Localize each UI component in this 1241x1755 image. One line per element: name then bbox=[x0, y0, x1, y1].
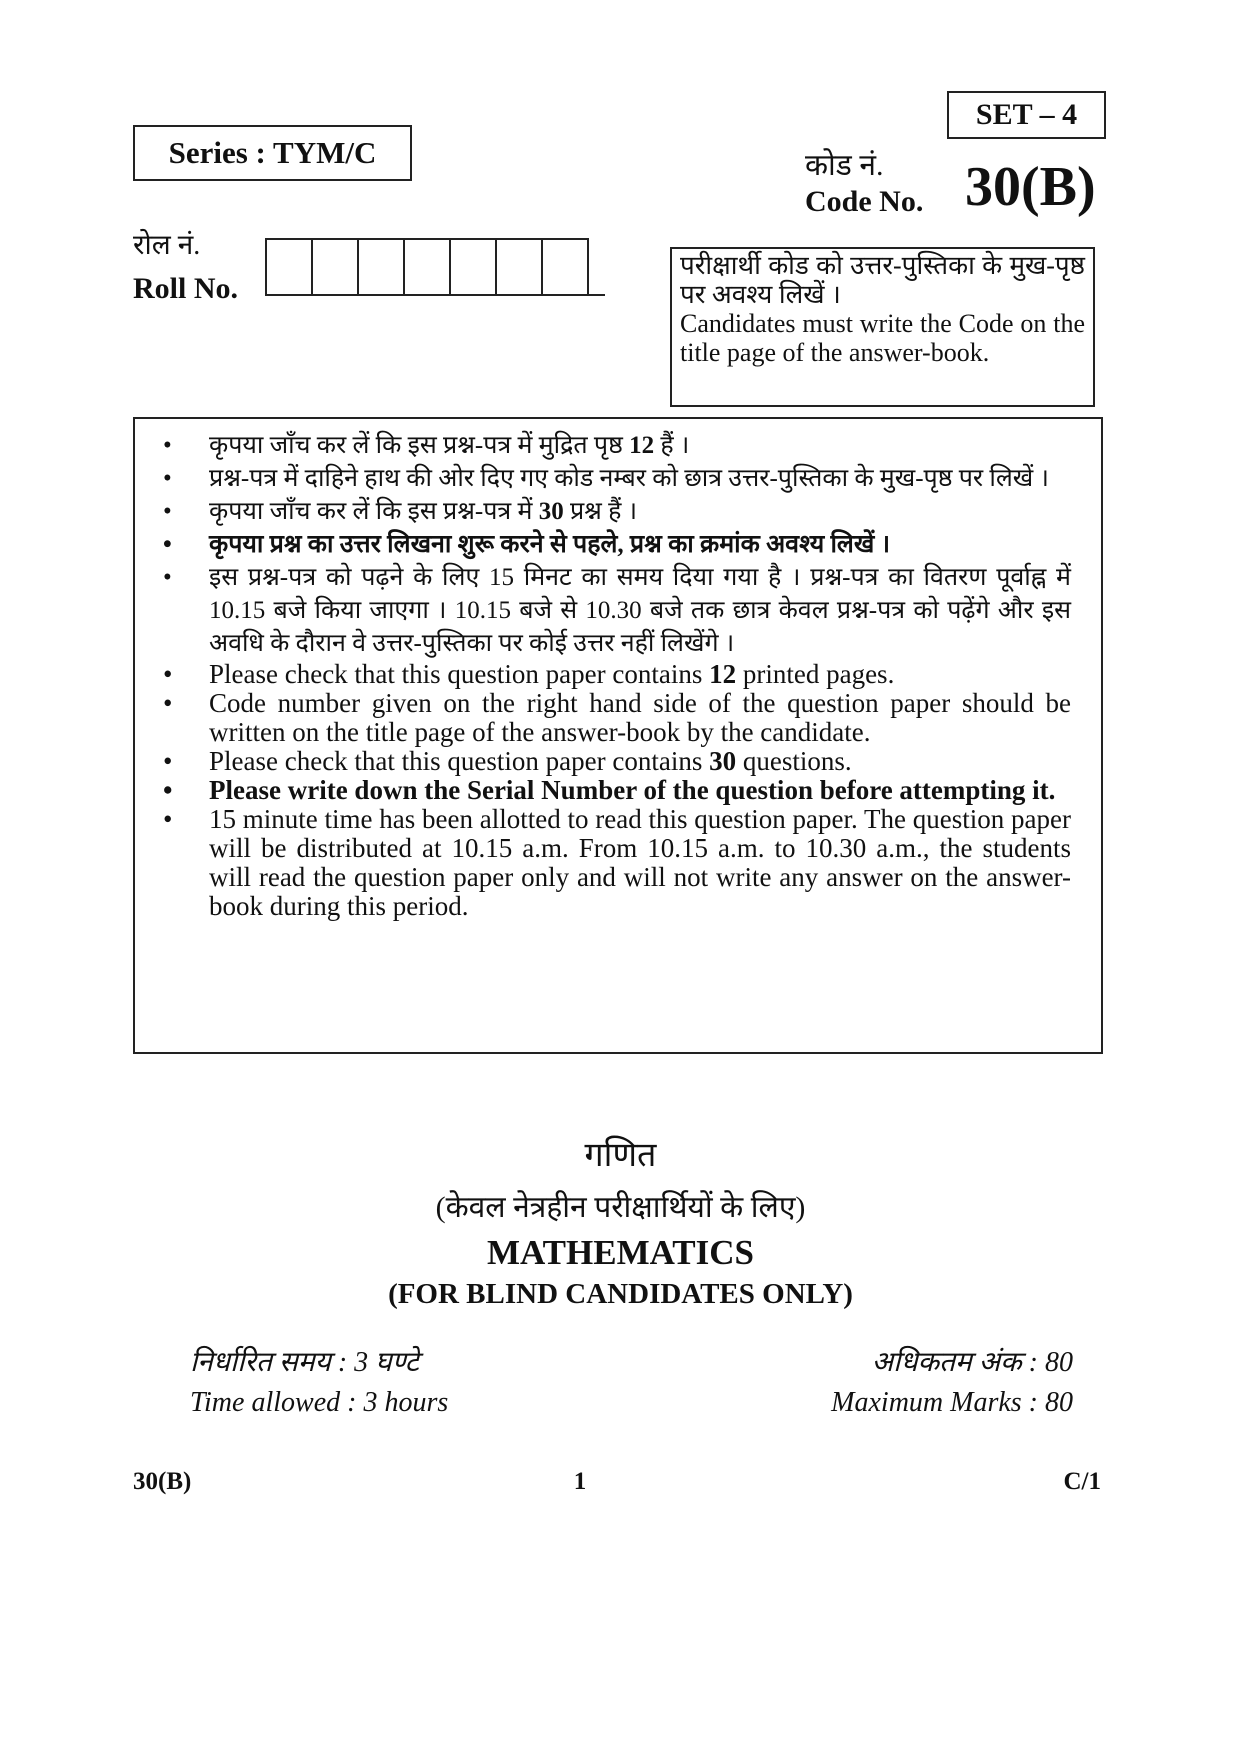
instruction-item: • Please check that this question paper contains 30 questions. bbox=[159, 747, 1071, 776]
roll-box[interactable] bbox=[451, 240, 497, 296]
roll-box[interactable] bbox=[543, 240, 589, 296]
roll-label-hindi: रोल नं. bbox=[133, 230, 201, 261]
series-label: Series : TYM/C bbox=[133, 125, 412, 181]
instruction-item: • कृपया जाँच कर लें कि इस प्रश्न-पत्र में मुद्रित पृष्ठ 12 हैं । bbox=[159, 429, 1071, 462]
page-number: 1 bbox=[573, 1468, 587, 1495]
instruction-item: • इस प्रश्न-पत्र को पढ़ने के लिए 15 मिनट का समय दिया गया है । प्रश्न-पत्र का वितरण पूर्वाह्न में 10.15 बजे किया जाएगा । 10.15 बजे से 10.30 बजे तक छात्र केवल प्रश्न-पत्र को पढ़ेंगे और इस अवधि के दौरान वे उत्तर-पुस्तिका पर कोई उत्तर नहीं लिखेंगे । bbox=[159, 561, 1071, 660]
code-label-hindi: कोड नं. bbox=[805, 149, 884, 182]
footer-sheet-id: C/1 bbox=[1063, 1468, 1101, 1495]
candidate-code-note bbox=[670, 247, 1095, 407]
instruction-item: • कृपया प्रश्न का उत्तर लिखना शुरू करने से पहले, प्रश्न का क्रमांक अवश्य लिखें । bbox=[159, 528, 1071, 561]
code-label-english: Code No. bbox=[805, 185, 924, 218]
instruction-item: • प्रश्न-पत्र में दाहिने हाथ की ओर दिए गए कोड नम्बर को छात्र उत्तर-पुस्तिका के मुख-पृष्ठ पर लिखें । bbox=[159, 462, 1071, 495]
instruction-item: • Please write down the Serial Number of the question before attempting it. bbox=[159, 776, 1071, 805]
roll-box[interactable] bbox=[405, 240, 451, 296]
subject-subtitle-english: (FOR BLIND CANDIDATES ONLY) bbox=[388, 1278, 853, 1310]
roll-box[interactable] bbox=[359, 240, 405, 296]
candidate-note-english: Candidates must write the Code on the title page of the answer-book. bbox=[680, 309, 1085, 367]
maximum-marks-hindi: अधिकतम अंक : 80 bbox=[871, 1347, 1073, 1378]
roll-box[interactable] bbox=[267, 240, 313, 296]
roll-box[interactable] bbox=[313, 240, 359, 296]
candidate-note-hindi: परीक्षार्थी कोड को उत्तर-पुस्तिका के मुख-पृष्ठ पर अवश्य लिखें । bbox=[680, 251, 1085, 309]
time-allowed-english: Time allowed : 3 hours bbox=[190, 1387, 449, 1418]
footer-code: 30(B) bbox=[133, 1468, 192, 1495]
instruction-item: • Please check that this question paper contains 12 printed pages. bbox=[159, 660, 1071, 689]
code-number: 30(B) bbox=[965, 156, 1096, 218]
subject-subtitle-hindi: (केवल नेत्रहीन परीक्षार्थियों के लिए) bbox=[435, 1191, 806, 1224]
maximum-marks-english: Maximum Marks : 80 bbox=[831, 1387, 1073, 1418]
set-label: SET – 4 bbox=[947, 91, 1106, 139]
roll-label-english: Roll No. bbox=[133, 272, 238, 305]
time-allowed-hindi: निर्धारित समय : 3 घण्टे bbox=[190, 1347, 419, 1378]
subject-title-hindi: गणित bbox=[584, 1137, 657, 1174]
subject-title-english: MATHEMATICS bbox=[486, 1233, 755, 1272]
roll-number-boxes[interactable] bbox=[265, 238, 589, 296]
instruction-item: • 15 minute time has been allotted to read this question paper. The question paper will be distributed at 10.15 a.m. From 10.15 a.m. to 10.30 a.m., the students will read the question paper only and will not write any answer on the answer-book during this period. bbox=[159, 805, 1071, 921]
instruction-item: • Code number given on the right hand side of the question paper should be written on the title page of the answer-book by the candidate. bbox=[159, 689, 1071, 747]
roll-box[interactable] bbox=[497, 240, 543, 296]
instructions-box bbox=[133, 417, 1103, 1054]
roll-underline bbox=[265, 294, 605, 296]
instruction-item: • कृपया जाँच कर लें कि इस प्रश्न-पत्र में 30 प्रश्न हैं । bbox=[159, 495, 1071, 528]
